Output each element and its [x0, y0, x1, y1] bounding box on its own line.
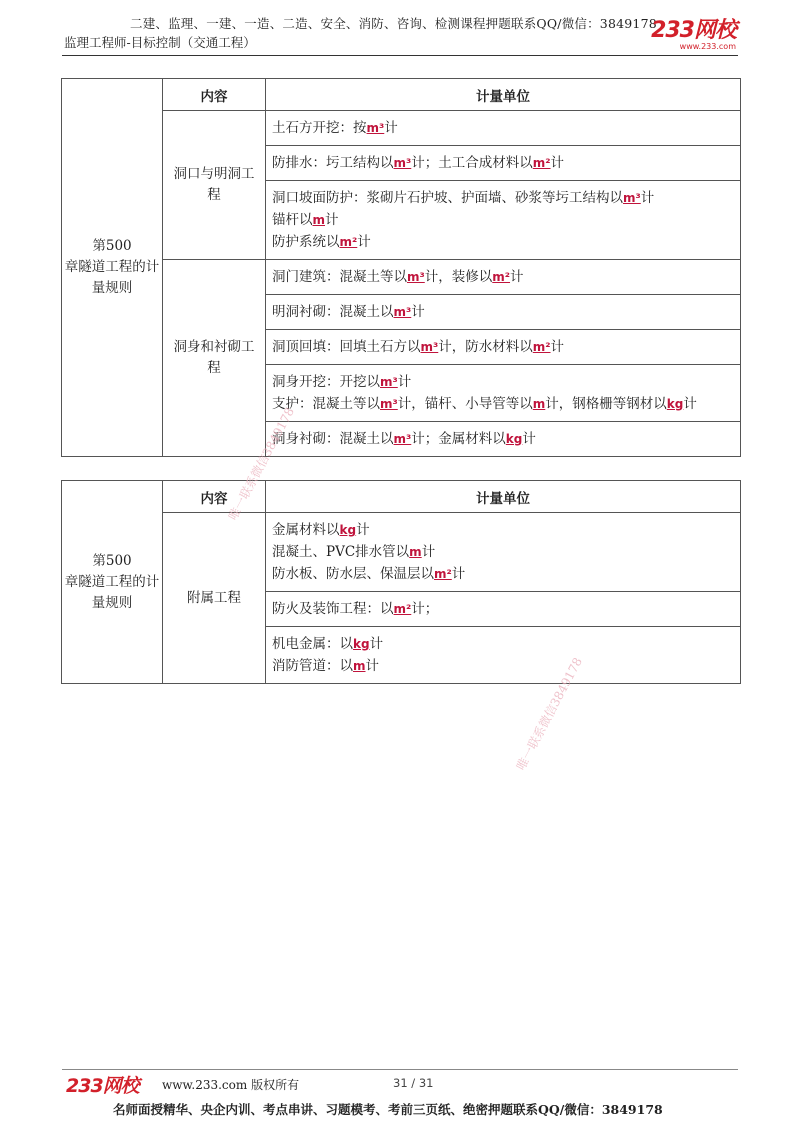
unit-rule-line	[272, 231, 734, 253]
rule-text: 计	[384, 120, 398, 136]
unit-rule-cell	[266, 146, 741, 181]
table-header-row	[62, 481, 741, 513]
footer-promo: 名师面授精华、央企内训、考点串讲、习题模考、考前三页纸、绝密押题联系QQ/微信：3849178	[113, 1102, 663, 1117]
chapter-text-line: 第500	[92, 238, 132, 254]
unit-symbol: m²	[434, 567, 452, 581]
chapter-text-line: 第500	[92, 552, 132, 569]
chapter-text-line: 量规则	[91, 280, 133, 296]
section-name-line: 程	[207, 187, 221, 203]
unit-symbol: m³	[407, 270, 425, 284]
rule-text: 防火及装饰工程：以	[272, 601, 394, 617]
unit-rule-line	[272, 371, 734, 393]
unit-rule-line	[272, 563, 734, 585]
unit-rule-cell	[266, 365, 741, 422]
watermark: 唯一联系微信3849178	[225, 405, 298, 523]
document-subtitle: 监理工程师-目标控制（交通工程）	[64, 35, 256, 50]
unit-symbol: m³	[380, 375, 398, 389]
unit-symbol: m²	[532, 340, 551, 354]
unit-rule-cell	[266, 181, 741, 260]
footer-copyright: www.233.com 版权所有	[162, 1078, 300, 1092]
unit-rule-line	[272, 187, 734, 209]
rule-text: 洞口坡面防护：浆砌片石护坡、护面墙、砂浆等圬工结构以	[272, 190, 623, 206]
column-header-content: 内容	[163, 481, 266, 513]
rule-text: 明洞衬砌：混凝土以	[272, 304, 394, 320]
footer-logo: 233网校	[66, 1075, 139, 1097]
unit-rule-cell	[266, 260, 741, 295]
rule-text: 计	[325, 212, 339, 228]
rule-text: 计	[510, 269, 524, 285]
rule-text: 洞身衬砌：混凝土以	[272, 431, 394, 447]
rule-text: 金属材料以	[272, 522, 340, 538]
unit-symbol: m³	[393, 432, 412, 446]
unit-symbol: m³	[393, 305, 412, 319]
rule-text: 计	[369, 636, 384, 652]
unit-rule-cell	[266, 295, 741, 330]
rule-text: 混凝土、PVC排水管以	[272, 544, 410, 560]
table-header-row	[62, 79, 741, 111]
unit-rule-cell	[266, 422, 741, 457]
unit-symbol: m	[312, 213, 326, 227]
rule-text: 防护系统以	[272, 234, 340, 250]
unit-rule-line	[272, 209, 734, 231]
unit-rule-line	[272, 598, 734, 620]
unit-rule-line	[272, 655, 734, 677]
section-name-line: 附属工程	[187, 589, 241, 606]
unit-symbol: m	[532, 397, 546, 411]
brand-logo	[651, 20, 736, 51]
unit-symbol: kg	[339, 523, 357, 537]
rule-text: 机电金属：以	[272, 636, 353, 652]
rule-text: 计，钢格栅等钢材以	[545, 396, 667, 412]
rule-text: 计，装修以	[424, 269, 493, 285]
unit-symbol: m²	[492, 270, 511, 284]
unit-rule-line	[272, 152, 734, 174]
unit-rule-line	[272, 519, 734, 541]
rule-text: 计	[411, 304, 425, 320]
chapter-cell	[62, 481, 163, 684]
rule-text: 计	[522, 431, 536, 447]
unit-rule-line	[272, 266, 734, 288]
unit-symbol: m	[353, 659, 366, 673]
unit-symbol: m²	[532, 156, 551, 170]
rule-text: 计；	[411, 601, 439, 617]
unit-symbol: m³	[380, 397, 398, 411]
rule-text: 防排水：圬工结构以	[272, 155, 394, 171]
table-row	[62, 513, 741, 592]
footer-divider	[62, 1069, 738, 1070]
rule-text: 计	[421, 544, 436, 560]
rule-text: 计	[451, 566, 466, 582]
unit-symbol: m²	[393, 602, 412, 616]
rule-text: 支护：混凝土等以	[272, 396, 380, 412]
unit-symbol: m³	[393, 156, 412, 170]
unit-symbol: kg	[505, 432, 523, 446]
logo-text: 233网校	[651, 18, 736, 43]
rule-text: 洞身开挖：开挖以	[272, 374, 380, 390]
rule-text: 计	[683, 396, 697, 412]
rule-text: 计	[550, 339, 565, 355]
unit-symbol: kg	[353, 637, 370, 651]
chapter-text-line: 章隧道工程的计	[64, 259, 160, 275]
column-header-content: 内容	[163, 79, 266, 111]
rule-text: 锚杆以	[272, 212, 313, 228]
column-header-unit: 计量单位	[266, 79, 741, 111]
unit-rule-line	[272, 117, 734, 139]
watermark: 唯一联系微信3849178	[513, 655, 586, 773]
chapter-cell	[62, 79, 163, 457]
rule-text: 洞门建筑：混凝土等以	[272, 269, 407, 285]
rule-text: 消防管道：以	[272, 658, 353, 674]
unit-rule-cell	[266, 330, 741, 365]
section-name-cell	[163, 513, 266, 684]
rule-text: 洞顶回填：回填土石方以	[272, 339, 421, 355]
section-name-line: 洞身和衬砌工	[173, 339, 255, 355]
header-divider	[62, 55, 738, 56]
rule-text: 计	[356, 522, 370, 538]
rule-text: 计	[397, 374, 412, 390]
logo-url: www.233.com	[679, 42, 736, 51]
unit-symbol: m	[409, 545, 422, 559]
unit-rule-line	[272, 541, 734, 563]
unit-rule-line	[272, 393, 734, 415]
unit-rule-line	[272, 428, 734, 450]
rule-text: 防水板、防水层、保温层以	[272, 566, 434, 582]
measurement-rules-table-2	[61, 480, 741, 684]
section-name-cell	[163, 111, 266, 260]
chapter-text-line: 章隧道工程的计	[64, 573, 160, 590]
rule-text: 计，防水材料以	[438, 339, 533, 355]
chapter-text-line: 量规则	[91, 594, 133, 611]
section-name-cell	[163, 260, 266, 457]
rule-text: 计	[365, 658, 380, 674]
page-number: 31 / 31	[393, 1076, 434, 1090]
measurement-rules-table-1	[61, 78, 741, 457]
unit-rule-line	[272, 301, 734, 323]
rule-text: 计	[550, 155, 565, 171]
column-header-unit: 计量单位	[266, 481, 741, 513]
rule-text: 土石方开挖：按	[272, 120, 367, 136]
section-name-line: 洞口与明洞工	[173, 166, 255, 182]
unit-symbol: m³	[420, 340, 439, 354]
table-row	[62, 111, 741, 146]
header-promo: 二建、监理、一建、一造、二造、安全、消防、咨询、检测课程押题联系QQ/微信：3849178	[130, 16, 657, 31]
rule-text: 计	[357, 234, 371, 250]
unit-rule-cell	[266, 513, 741, 592]
table-row	[62, 260, 741, 295]
unit-rule-line	[272, 633, 734, 655]
unit-rule-line	[272, 336, 734, 358]
rule-text: 计	[640, 190, 655, 206]
unit-symbol: m³	[623, 191, 641, 205]
rule-text: 计；金属材料以	[411, 431, 506, 447]
rule-text: 计，锚杆、小导管等以	[397, 396, 533, 412]
unit-symbol: m³	[366, 121, 385, 135]
section-name-line: 程	[207, 360, 221, 376]
rule-text: 计；土工合成材料以	[411, 155, 533, 171]
unit-rule-cell	[266, 111, 741, 146]
unit-symbol: kg	[666, 397, 684, 411]
unit-symbol: m²	[339, 235, 358, 249]
unit-rule-cell	[266, 592, 741, 627]
unit-rule-cell	[266, 627, 741, 684]
